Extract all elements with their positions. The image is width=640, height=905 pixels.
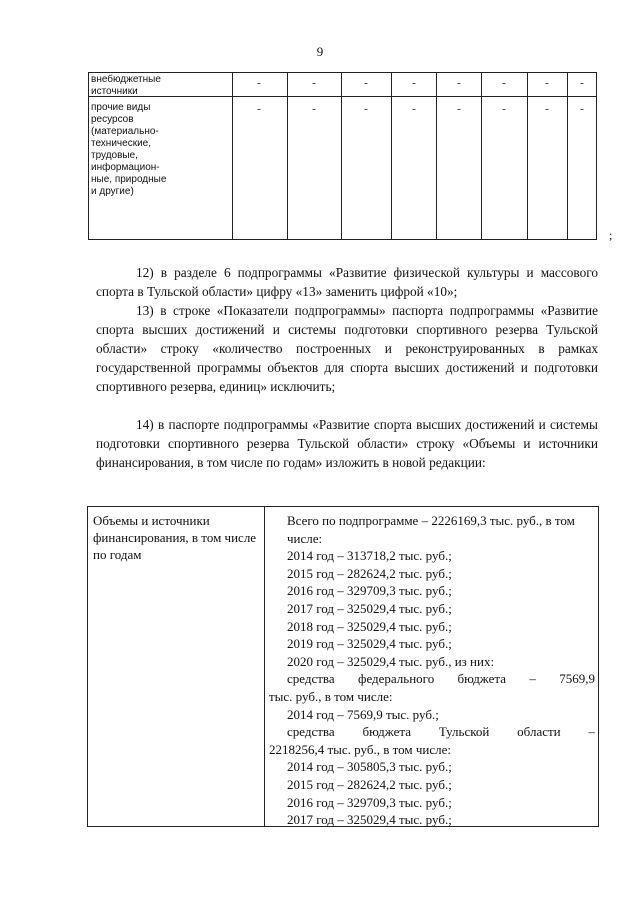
table-cell: - (457, 77, 461, 89)
word: области (517, 724, 561, 740)
year-line: 2020 год – 325029,4 тыс. руб., из них: (287, 653, 495, 669)
year-line: 2016 год – 329709,3 тыс. руб.; (287, 794, 452, 810)
table-cell: - (364, 77, 368, 89)
table-border (567, 72, 568, 239)
year-line: 2014 год – 313718,2 тыс. руб.; (287, 548, 452, 564)
row-label: прочие виды ресурсов (материально-технические, трудовые, информацион-ные, природные и другие) (91, 102, 167, 197)
word: – (529, 671, 536, 687)
year-line: 2017 год – 325029,4 тыс. руб.; (287, 600, 452, 616)
finance-table (87, 506, 599, 827)
word: средства (287, 671, 335, 687)
table-cell: - (412, 103, 416, 115)
table-cell: - (545, 103, 549, 115)
table-border (232, 72, 233, 239)
word: Тульской (438, 724, 490, 740)
table-cell: - (412, 77, 416, 89)
table-cell: - (312, 77, 316, 89)
word: – (588, 724, 595, 740)
paragraph-13: 13) в строке «Показатели подпрограммы» паспорта подпрограммы «Развитие спорта высших достижений и системы подготовки спортивного резерва Тульской области» строку «количество построенных и реконструированных в рамках государственной программы объектов для спорта высших достижений и подготовки спортивного резерва, единиц» исключить; (96, 303, 598, 394)
year-line: 2014 год – 7569,9 тыс. руб.; (287, 706, 439, 722)
regional-budget-cont: 2218256,4 тыс. руб., в том числе: (269, 741, 451, 757)
word: бюджета (362, 724, 411, 740)
year-line: 2019 год – 325029,4 тыс. руб.; (287, 636, 452, 652)
total-line: Всего по подпрограмме – 2226169,3 тыс. руб., в том числе: (287, 513, 575, 546)
table-border (287, 72, 288, 239)
table-border (264, 507, 265, 826)
year-line: 2015 год – 282624,2 тыс. руб.; (287, 565, 452, 581)
table-cell: - (502, 77, 506, 89)
table-cell: - (257, 103, 261, 115)
word: федерального (358, 671, 435, 687)
word: бюджета (457, 671, 507, 687)
finance-row-label: Объемы и источники финансирования, в том числе по годам (93, 513, 257, 562)
table-cell: - (257, 77, 261, 89)
word: 7569,9 (559, 671, 595, 687)
table-border (527, 72, 528, 239)
year-line: 2016 год – 329709,3 тыс. руб.; (287, 583, 452, 599)
table-cell: - (580, 77, 584, 89)
table-cell: - (364, 103, 368, 115)
table-border (596, 72, 597, 239)
federal-budget-cont: тыс. руб., в том числе: (269, 688, 393, 704)
federal-budget-line (269, 670, 595, 688)
trailing-semicolon: ; (609, 228, 613, 242)
year-line: 2015 год – 282624,2 тыс. руб.; (287, 776, 452, 792)
year-line: 2017 год – 325029,4 тыс. руб.; (287, 812, 452, 828)
table-cell: - (312, 103, 316, 115)
table-border (436, 72, 437, 239)
year-line: 2014 год – 305805,3 тыс. руб.; (287, 759, 452, 775)
row-label: внебюджетные источники (91, 74, 161, 97)
table-border (88, 72, 89, 239)
table-border (391, 72, 392, 239)
word: средства (287, 724, 335, 740)
table-cell: - (457, 103, 461, 115)
finance-details (269, 512, 595, 829)
resources-table (88, 72, 597, 239)
paragraph-14: 14) в паспорте подпрограммы «Развитие спорта высших достижений и системы подготовки спортивного резерва Тульской области» строку «Объемы и источники финансирования, в том числе по годам» изложить в новой редакции: (96, 417, 598, 470)
table-cell: - (580, 103, 584, 115)
regional-budget-line (269, 723, 595, 741)
page-number: 9 (316, 44, 324, 59)
table-cell: - (502, 103, 506, 115)
year-line: 2018 год – 325029,4 тыс. руб.; (287, 618, 452, 634)
table-cell: - (545, 77, 549, 89)
paragraph-12: 12) в разделе 6 подпрограммы «Развитие физической культуры и массового спорта в Тульской области» цифру «13» заменить цифрой «10»; (96, 265, 598, 299)
table-border (341, 72, 342, 239)
table-border (481, 72, 482, 239)
